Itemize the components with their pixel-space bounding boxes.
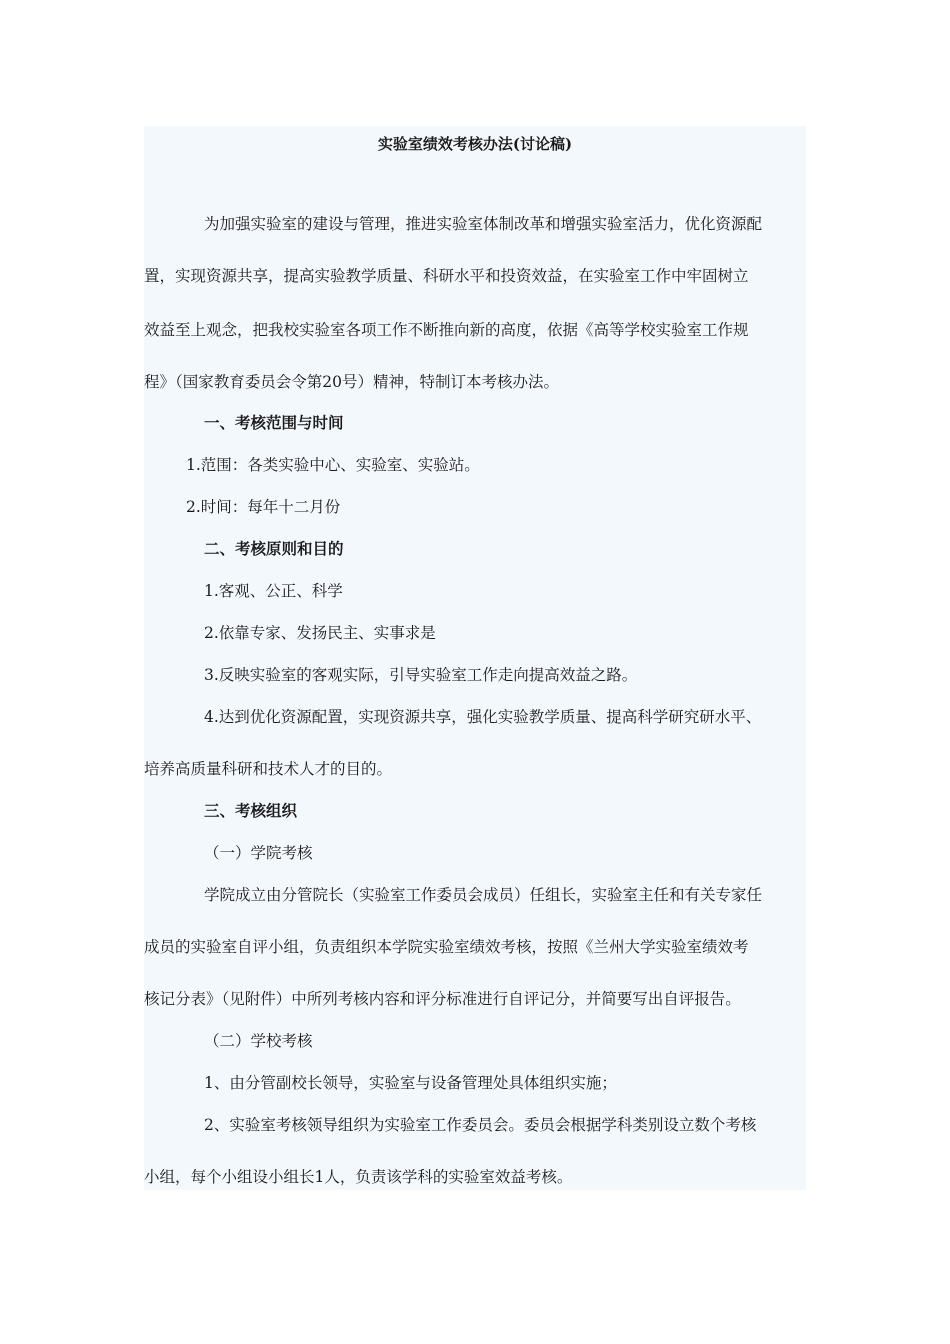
section-heading-2: 二、考核原则和目的: [204, 539, 344, 558]
paragraph-line: 小组，每个小组设小组长1人，负责该学科的实验室效益考核。: [144, 1168, 573, 1186]
section-heading-1: 一、考核范围与时间: [204, 413, 344, 432]
document-title: 实验室绩效考核办法(讨论稿): [377, 135, 573, 153]
list-item: 2、实验室考核领导组织为实验室工作委员会。委员会根据学科类别设立数个考核: [204, 1116, 757, 1134]
list-item: 2.时间：每年十二月份: [186, 498, 341, 516]
list-item: 2.依靠专家、发扬民主、实事求是: [204, 624, 436, 642]
paragraph-line: 学院成立由分管院长（实验室工作委员会成员）任组长，实验室主任和有关专家任: [204, 886, 763, 904]
section-heading-3: 三、考核组织: [204, 801, 298, 820]
paragraph-line: 核记分表》（见附件）中所列考核内容和评分标准进行自评记分，并简要写出自评报告。: [144, 990, 741, 1008]
paragraph-line: 置，实现资源共享，提高实验教学质量、科研水平和投资效益，在实验室工作中牢固树立: [144, 267, 749, 285]
subsection-heading: （一）学院考核: [204, 844, 313, 862]
list-item: 1、由分管副校长领导，实验室与设备管理处具体组织实施；: [204, 1074, 617, 1092]
list-item: 1.范围：各类实验中心、实验室、实验站。: [186, 456, 480, 474]
paragraph-line: 程》（国家教育委员会令第20号）精神，特制订本考核办法。: [144, 373, 559, 391]
subsection-heading: （二）学校考核: [204, 1032, 313, 1050]
paragraph-line: 为加强实验室的建设与管理，推进实验室体制改革和增强实验室活力，优化资源配: [204, 215, 763, 233]
list-item: 1.客观、公正、科学: [204, 582, 343, 600]
paragraph-line: 培养高质量科研和技术人才的目的。: [144, 760, 393, 778]
paragraph-line: 成员的实验室自评小组，负责组织本学院实验室绩效考核，按照《兰州大学实验室绩效考: [144, 938, 749, 956]
paragraph-line: 效益至上观念，把我校实验室各项工作不断推向新的高度，依据《高等学校实验室工作规: [144, 321, 749, 339]
list-item: 3.反映实验室的客观实际，引导实验室工作走向提高效益之路。: [204, 666, 638, 684]
document-page: [144, 126, 806, 1190]
list-item: 4.达到优化资源配置，实现资源共享，强化实验教学质量、提高科学研究研水平、: [204, 708, 762, 726]
